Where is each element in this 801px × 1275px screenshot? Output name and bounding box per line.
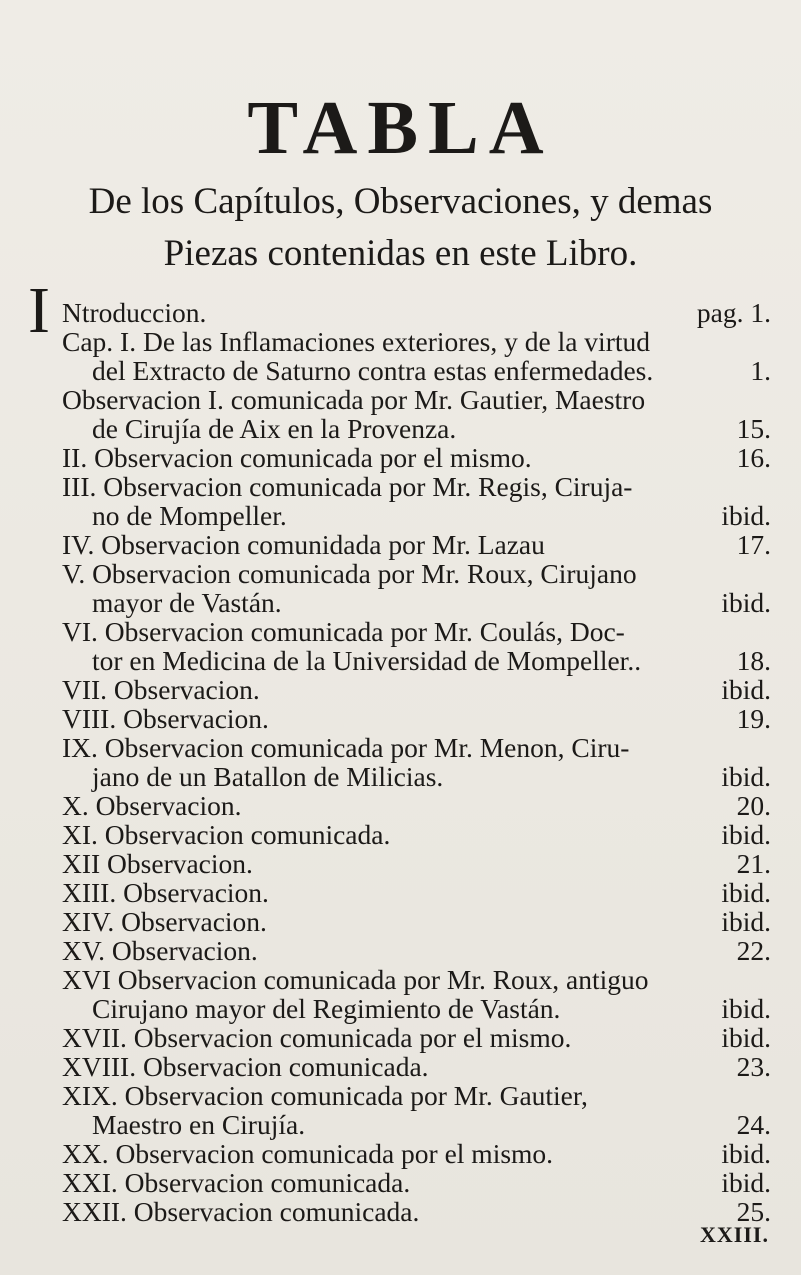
- toc-entry-text: de Cirujía de Aix en la Provenza.: [92, 413, 457, 444]
- toc-line: [0, 1195, 801, 1228]
- toc-entry-text: XVIII. Observacion comunicada.: [62, 1051, 429, 1082]
- toc-entry-page: pag. 1.: [696, 297, 771, 328]
- toc-entry-text: XIII. Observacion.: [62, 877, 269, 908]
- toc-entry-text: XIX. Observacion comunicada por Mr. Gautier,: [62, 1080, 588, 1111]
- toc-entry-text: tor en Medicina de la Universidad de Mompeller..: [92, 645, 642, 676]
- toc-entry-text: Maestro en Cirujía.: [92, 1109, 306, 1140]
- toc-entry-text: VII. Observacion.: [62, 674, 260, 705]
- toc-entry-text: XXII. Observacion comunicada.: [62, 1196, 420, 1227]
- toc-entry-text: X. Observacion.: [62, 790, 242, 821]
- toc-entry-text: Observacion I. comunicada por Mr. Gautier, Maestro: [62, 384, 646, 415]
- toc-entry-text: Ntroduccion.: [62, 297, 207, 328]
- toc-entry-text: VIII. Observacion.: [62, 703, 269, 734]
- toc-entry-text: V. Observacion comunicada por Mr. Roux, Cirujano: [62, 558, 637, 589]
- toc-entry-page: ibid.: [721, 674, 771, 705]
- toc-entry-text: XV. Observacion.: [62, 935, 258, 966]
- toc-entry-page: 15.: [736, 413, 771, 444]
- toc-entry-page: 24.: [736, 1109, 771, 1140]
- toc-entry-page: 19.: [736, 703, 771, 734]
- toc-entry-page: 23.: [736, 1051, 771, 1082]
- toc-entry-text: IV. Observacion comunidada por Mr. Lazau: [62, 529, 545, 560]
- toc-entry-page: 16.: [736, 442, 771, 473]
- toc-entry-text: VI. Observacion comunicada por Mr. Coulás, Doc-: [62, 616, 625, 647]
- toc-entry-page: 17.: [736, 529, 771, 560]
- toc-entry-text: XX. Observacion comunicada por el mismo.: [62, 1138, 554, 1169]
- toc-entry-page: ibid.: [721, 906, 771, 937]
- toc-entry-page: ibid.: [721, 587, 771, 618]
- toc-entry-page: ibid.: [721, 1167, 771, 1198]
- toc-entry-text: XVII. Observacion comunicada por el mismo.: [62, 1022, 572, 1053]
- toc-entry-page: ibid.: [721, 993, 771, 1024]
- toc-entry-text: II. Observacion comunicada por el mismo.: [62, 442, 532, 473]
- toc-entry-text: XI. Observacion comunicada.: [62, 819, 391, 850]
- toc-entry-page: 25.: [736, 1196, 771, 1227]
- toc-entry-text: XVI Observacion comunicada por Mr. Roux, antiguo: [62, 964, 649, 995]
- toc-entry-page: 20.: [736, 790, 771, 821]
- toc-entry-text: mayor de Vastán.: [92, 587, 282, 618]
- toc-entry-page: 18.: [736, 645, 771, 676]
- toc-entry-page: ibid.: [721, 761, 771, 792]
- toc-entry-page: ibid.: [721, 1022, 771, 1053]
- catchword: XXIII.: [700, 1222, 769, 1247]
- toc-entry-text: del Extracto de Saturno contra estas enfermedades.: [92, 355, 654, 386]
- toc-entry-text: XII Observacion.: [62, 848, 253, 879]
- drop-cap: I: [28, 274, 50, 347]
- toc-entry-text: Cirujano mayor del Regimiento de Vastán.: [92, 993, 561, 1024]
- toc-entry-text: III. Observacion comunicada por Mr. Regis, Ciruja-: [62, 471, 633, 502]
- page-title: TABLA: [247, 86, 554, 170]
- toc-entry-text: XIV. Observacion.: [62, 906, 267, 937]
- toc-entry-page: ibid.: [721, 819, 771, 850]
- subtitle-line-1: De los Capítulos, Observaciones, y demas: [88, 181, 713, 222]
- toc-entry-text: no de Mompeller.: [92, 500, 287, 531]
- toc-entry-page: ibid.: [721, 877, 771, 908]
- subtitle-line-2: Piezas contenidas en este Libro.: [163, 233, 638, 274]
- toc-entry-text: IX. Observacion comunicada por Mr. Menon, Ciru-: [62, 732, 630, 763]
- toc-entry-page: 22.: [736, 935, 771, 966]
- toc-entry-page: ibid.: [721, 1138, 771, 1169]
- toc-entry-page: ibid.: [721, 500, 771, 531]
- toc-entry-page: 1.: [750, 355, 771, 386]
- toc-entry-text: jano de un Batallon de Milicias.: [92, 761, 444, 792]
- toc-entry-page: 21.: [736, 848, 771, 879]
- toc-entry-text: Cap. I. De las Inflamaciones exteriores, y de la virtud: [62, 326, 650, 357]
- toc-entry-text: XXI. Observacion comunicada.: [62, 1167, 411, 1198]
